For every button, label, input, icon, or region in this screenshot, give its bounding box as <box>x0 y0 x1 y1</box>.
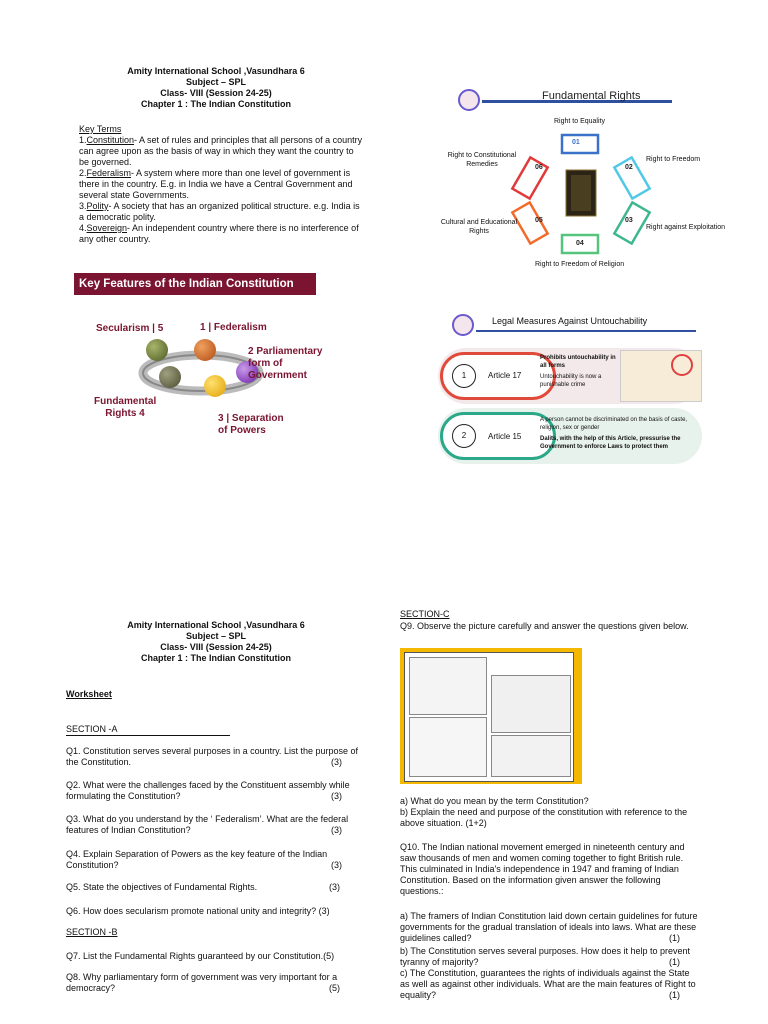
article-15-num: 2 <box>452 424 476 448</box>
class-line: Class- VIII (Session 24-25) <box>160 642 272 652</box>
term-2: 2.Federalism- A system where more than one level of government is there in the country. E.g. in India we have a Central Government and several state Governments. <box>79 168 353 200</box>
cartoon-panel-2 <box>491 675 571 733</box>
article-15-text: A person cannot be discriminated on the basis of caste, religion, sex or gender Dalits, with the help of this Article, pressurise the Government to enforce Laws to protect them <box>540 417 688 450</box>
term-4: 4.Sovereign- An independent country where there is no interference of any other country. <box>79 223 359 244</box>
cartoon-panel-1 <box>409 657 487 715</box>
cartoon-image <box>400 648 582 784</box>
prohibited-icon <box>671 354 693 376</box>
page2-header <box>66 620 366 664</box>
page1-header <box>66 66 366 110</box>
subject: Subject – SPL <box>185 631 247 641</box>
key-terms-heading: Key Terms <box>79 124 122 134</box>
question-q1: Q1. Constitution serves several purposes in a country. List the purpose of the Constitution. (3) <box>66 746 358 767</box>
question-q10c: c) The Constitution, guarantees the rights of individuals against the State as well as against other individuals. What are the main features of Right to equality? (1) <box>400 968 696 1000</box>
right-02-num: 02 <box>625 164 633 171</box>
untouchability-illustration <box>620 350 702 402</box>
chapter-title: Chapter 1 : The Indian Constitution <box>141 653 291 663</box>
feature-2-label: 2 Parliamentary form of Government <box>248 346 323 381</box>
school-name: Amity International School ,Vasundhara 6 <box>127 620 305 630</box>
separation-ball <box>204 375 226 397</box>
question-q9a: a) What do you mean by the term Constitution? <box>400 796 589 806</box>
article-17-label: Article 17 <box>488 371 522 380</box>
right-religion: Right to Freedom of Religion <box>535 261 625 268</box>
key-features-banner: Key Features of the Indian Constitution <box>74 273 316 295</box>
article-17-num: 1 <box>452 364 476 388</box>
key-terms <box>79 124 364 245</box>
term-1: 1.Constitution- A set of rules and principles that all persons of a country can agree upon as the basis of way in which they want the country to be governed. <box>79 135 363 167</box>
feature-5-label: Secularism | 5 <box>96 323 164 334</box>
key-features-figure <box>66 268 366 448</box>
fundamental-rights-ball <box>159 366 181 388</box>
question-q10b: b) The Constitution serves several purposes. How does it help to prevent tyranny of majority? (1) <box>400 946 690 967</box>
question-q2: Q2. What were the challenges faced by the Constituent assembly while formulating the Constitution? (3) <box>66 780 350 801</box>
right-01-num: 01 <box>572 139 580 146</box>
worksheet-heading: Worksheet <box>66 689 112 699</box>
fr-title: Fundamental Rights <box>542 90 641 102</box>
subject: Subject – SPL <box>185 77 247 87</box>
fundamental-rights-figure <box>432 80 734 275</box>
federalism-ball <box>194 339 216 361</box>
legal-measures-figure <box>434 308 708 466</box>
cartoon-panel-4 <box>491 735 571 777</box>
question-q9: Q9. Observe the picture carefully and answer the questions given below. <box>400 621 689 631</box>
article-17-text: Prohibits untouchability in all forms Untouchability is now a punishable crime <box>540 355 616 388</box>
question-q9b: b) Explain the need and purpose of the constitution with reference to the above situation. (1+2) <box>400 807 688 828</box>
right-freedom: Right to Freedom <box>646 156 701 163</box>
question-q3: Q3. What do you understand by the ‘ Federalism’. What are the federal features of Indian Constitution? (3) <box>66 814 349 835</box>
school-name: Amity International School ,Vasundhara 6 <box>127 66 305 76</box>
question-q10: Q10. The Indian national movement emerged in nineteenth century and saw thousands of men and women coming together to fight British rule. This culminated in India's independence in 1947 and framing of Indian Constitution. Based on the information given answer the following questions.: <box>400 842 685 896</box>
section-b-heading: SECTION -B <box>66 927 118 937</box>
question-q8: Q8. Why parliamentary form of government was very important for a democracy? (5) <box>66 972 340 993</box>
section-a-heading: SECTION -A <box>66 724 230 736</box>
feature-3-label: 3 | Separation of Powers <box>218 413 284 436</box>
right-05-num: 05 <box>535 217 543 224</box>
question-q7: Q7. List the Fundamental Rights guaranteed by our Constitution.(5) <box>66 951 335 961</box>
class-line: Class- VIII (Session 24-25) <box>160 88 272 98</box>
lm-title: Legal Measures Against Untouchability <box>492 316 648 326</box>
question-q4: Q4. Explain Separation of Powers as the key feature of the Indian Constitution? (3) <box>66 849 342 870</box>
right-exploitation: Right against Exploitation <box>646 224 725 231</box>
right-cultural: Cultural and Educational Rights <box>440 219 518 235</box>
question-q6: Q6. How does secularism promote national unity and integrity? (3) <box>66 906 330 916</box>
chapter-title: Chapter 1 : The Indian Constitution <box>141 99 291 109</box>
section-c-heading: SECTION-C <box>400 609 450 619</box>
emblem-icon <box>452 314 474 336</box>
question-q5: Q5. State the objectives of Fundamental Rights. (3) <box>66 882 340 892</box>
secularism-ball <box>146 339 168 361</box>
right-remedies: Right to Constitutional Remedies <box>447 152 517 168</box>
cartoon-panel-3 <box>409 717 487 777</box>
right-03-num: 03 <box>625 217 633 224</box>
feature-4-label: Fundamental Rights 4 <box>94 396 157 419</box>
right-06-num: 06 <box>535 164 543 171</box>
question-q10a: a) The framers of Indian Constitution laid down certain guidelines for future governments for the gradual translation of ideals into laws. What are these guidelines called? (1) <box>400 911 698 943</box>
article-15-label: Article 15 <box>488 432 522 441</box>
feature-1-label: 1 | Federalism <box>200 322 267 333</box>
right-equality: Right to Equality <box>554 118 605 125</box>
term-3: 3.Polity- A society that has an organized political structure. e.g. India is a democratic polity. <box>79 201 360 222</box>
right-04-num: 04 <box>576 240 584 247</box>
